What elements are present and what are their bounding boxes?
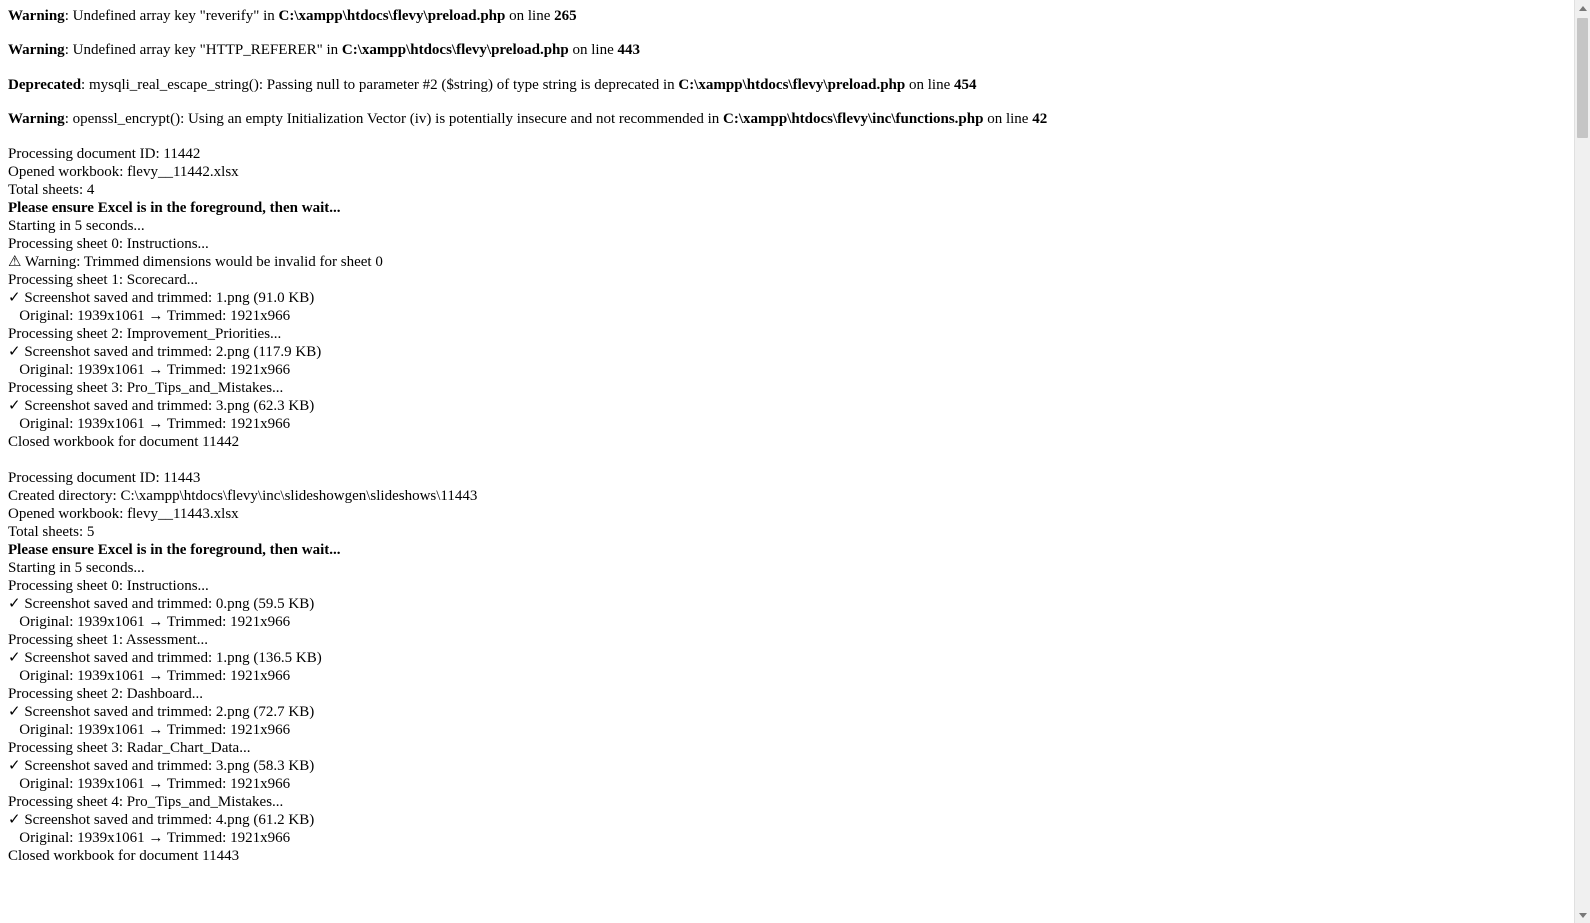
console-line: Closed workbook for document 11443 [8, 848, 240, 864]
php-message-line-number: 454 [954, 76, 977, 93]
console-line: Original: 1939x1061 → Trimmed: 1921x966 [8, 614, 291, 630]
php-message-text: : mysqli_real_escape_string(): Passing null to parameter #2 ($string) of type string is deprecated in [81, 76, 679, 93]
console-line: Opened workbook: flevy__11443.xlsx [8, 506, 239, 522]
console-line: Processing document ID: 11443 [8, 470, 201, 486]
console-line: ✓ Screenshot saved and trimmed: 2.png (72.7 KB) [8, 704, 315, 720]
console-line [8, 451, 1564, 469]
chevron-up-icon [1579, 6, 1587, 11]
console-line: Processing sheet 3: Radar_Chart_Data... [8, 740, 251, 756]
console-line: Created directory: C:\xampp\htdocs\flevy\inc\slideshowgen\slideshows\11443 [8, 488, 478, 504]
console-line: ✓ Screenshot saved and trimmed: 1.png (91.0 KB) [8, 290, 315, 306]
scrollbar-thumb[interactable] [1577, 18, 1588, 138]
console-line: Starting in 5 seconds... [8, 218, 145, 234]
console-line: ✓ Screenshot saved and trimmed: 3.png (58.3 KB) [8, 758, 315, 774]
console-line: Processing document ID: 11442 [8, 146, 201, 162]
php-message-text: : openssl_encrypt(): Using an empty Initialization Vector (iv) is potentially insecure and not recommended in [64, 110, 723, 127]
console-line: Processing sheet 0: Instructions... [8, 578, 209, 594]
php-message [8, 77, 1564, 94]
php-message-file: C:\xampp\htdocs\flevy\preload.php [341, 42, 569, 59]
console-line: Original: 1939x1061 → Trimmed: 1921x966 [8, 722, 291, 738]
php-message-line-number: 443 [617, 42, 640, 59]
console-line: Original: 1939x1061 → Trimmed: 1921x966 [8, 308, 291, 324]
console-line: ⚠ Warning: Trimmed dimensions would be invalid for sheet 0 [8, 254, 383, 270]
php-message-line-number: 265 [554, 8, 577, 24]
console-line: Closed workbook for document 11442 [8, 434, 240, 450]
scroll-up-button[interactable] [1575, 0, 1590, 16]
php-message-line-number: 42 [1032, 110, 1048, 127]
php-message-online-text: on line [983, 110, 1033, 127]
php-message [8, 111, 1564, 128]
console-line: Processing sheet 4: Pro_Tips_and_Mistakes... [8, 794, 284, 810]
php-message-file: C:\xampp\htdocs\flevy\inc\functions.php [723, 110, 984, 127]
console-line: Original: 1939x1061 → Trimmed: 1921x966 [8, 416, 291, 432]
php-message-online-text: on line [505, 8, 555, 24]
php-message-online-text: on line [568, 42, 618, 59]
console-line: ✓ Screenshot saved and trimmed: 1.png (136.5 KB) [8, 650, 322, 666]
php-message-level: Warning [8, 8, 65, 24]
console-output [8, 145, 1564, 865]
php-message-level: Warning [8, 42, 65, 59]
chevron-down-icon [1579, 913, 1587, 918]
php-message-file: C:\xampp\htdocs\flevy\preload.php [678, 76, 906, 93]
console-line: Processing sheet 2: Improvement_Priorities... [8, 326, 282, 342]
console-line: Original: 1939x1061 → Trimmed: 1921x966 [8, 668, 291, 684]
console-line: Total sheets: 5 [8, 524, 95, 540]
php-message-level: Deprecated [8, 76, 82, 93]
console-line: ✓ Screenshot saved and trimmed: 3.png (62.3 KB) [8, 398, 315, 414]
console-line: Opened workbook: flevy__11442.xlsx [8, 164, 239, 180]
scroll-down-button[interactable] [1575, 907, 1590, 923]
console-line: Processing sheet 0: Instructions... [8, 236, 209, 252]
console-line: Please ensure Excel is in the foreground, then wait... [8, 542, 341, 558]
php-message-list [8, 8, 1564, 128]
php-message-level: Warning [8, 110, 65, 127]
php-message [8, 42, 1564, 59]
console-line: Processing sheet 3: Pro_Tips_and_Mistakes... [8, 380, 284, 396]
php-message-file: C:\xampp\htdocs\flevy\preload.php [278, 8, 506, 24]
console-line: Original: 1939x1061 → Trimmed: 1921x966 [8, 776, 291, 792]
php-message-online-text: on line [905, 76, 954, 93]
php-message-text: : Undefined array key "reverify" in [64, 8, 279, 24]
console-line: ✓ Screenshot saved and trimmed: 4.png (61.2 KB) [8, 812, 315, 828]
php-message [8, 8, 1564, 25]
console-line: ✓ Screenshot saved and trimmed: 2.png (117.9 KB) [8, 344, 322, 360]
console-line: Processing sheet 1: Assessment... [8, 632, 208, 648]
console-line: Processing sheet 1: Scorecard... [8, 272, 198, 288]
console-line: Starting in 5 seconds... [8, 560, 145, 576]
vertical-scrollbar[interactable] [1574, 0, 1590, 923]
php-message-text: : Undefined array key "HTTP_REFERER" in [64, 42, 342, 59]
console-line: Total sheets: 4 [8, 182, 95, 198]
console-line: Processing sheet 2: Dashboard... [8, 686, 203, 702]
console-line: ✓ Screenshot saved and trimmed: 0.png (59.5 KB) [8, 596, 315, 612]
console-line: Original: 1939x1061 → Trimmed: 1921x966 [8, 830, 291, 846]
console-line: Original: 1939x1061 → Trimmed: 1921x966 [8, 362, 291, 378]
console-line: Please ensure Excel is in the foreground, then wait... [8, 200, 341, 216]
